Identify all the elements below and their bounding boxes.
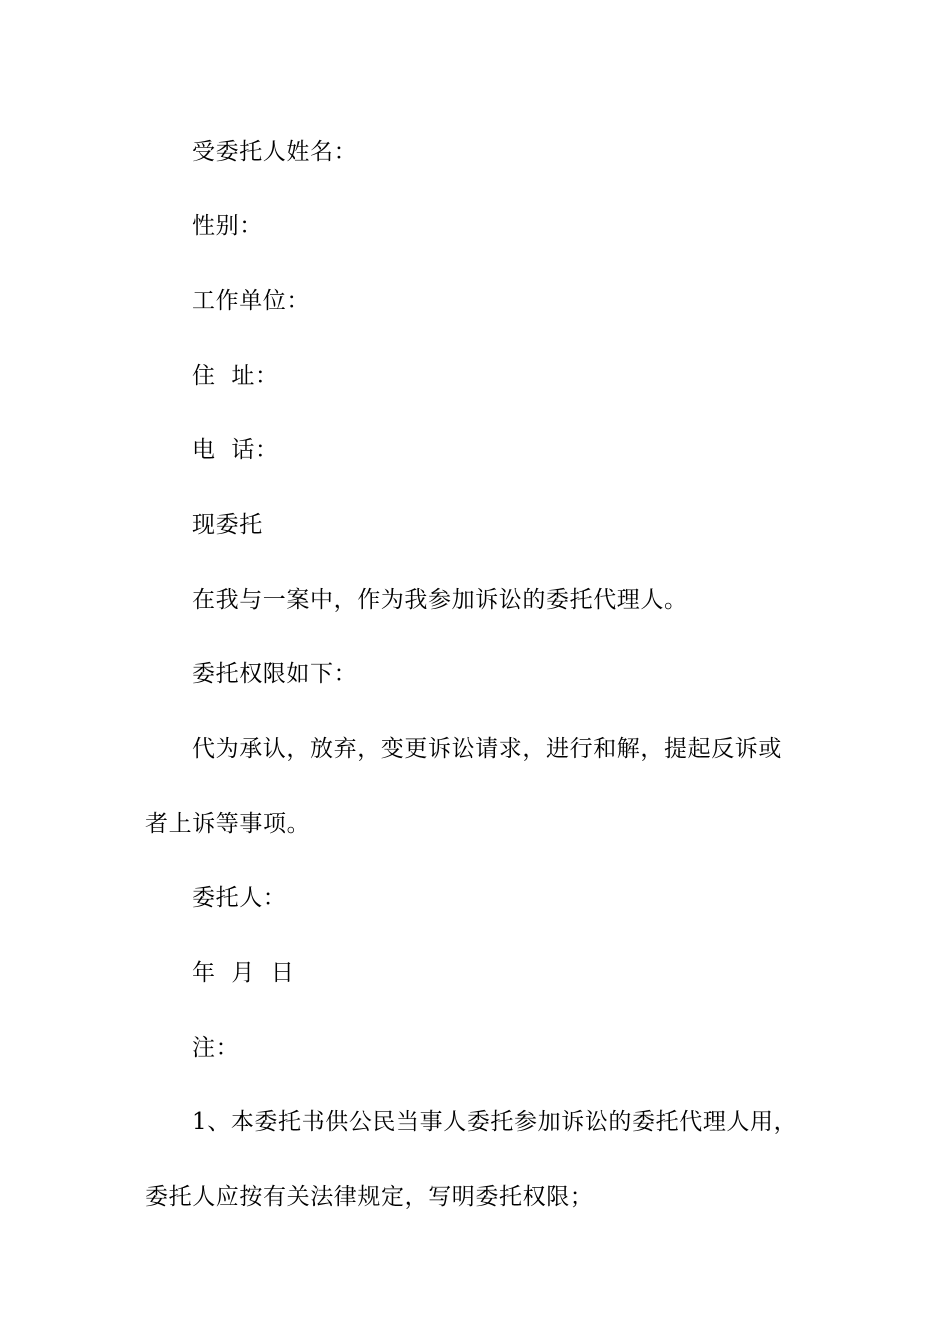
note-item-1-line-1: 1、本委托书供公民当事人委托参加诉讼的委托代理人用， [192,1109,798,1135]
gender-label: 性别： [192,213,263,239]
authority-heading: 委托权限如下： [192,661,358,687]
note-item-1-line-2: 委托人应按有关法律规定，写明委托权限； [145,1184,594,1210]
entrust-line: 现委托 [192,512,263,538]
case-statement-line: 在我与一案中，作为我参加诉讼的委托代理人。 [192,587,688,613]
date-line: 年 月 日 [192,960,295,986]
authority-text-line-1: 代为承认，放弃，变更诉讼请求，进行和解，提起反诉或 [192,736,782,762]
note-heading: 注： [192,1035,240,1061]
address-label: 住 址： [192,363,279,389]
principal-label: 委托人： [192,885,287,911]
workplace-label: 工作单位： [192,288,310,314]
phone-label: 电 话： [192,437,279,463]
agent-name-label: 受委托人姓名： [192,139,358,165]
authority-text-line-2: 者上诉等事项。 [145,811,311,837]
